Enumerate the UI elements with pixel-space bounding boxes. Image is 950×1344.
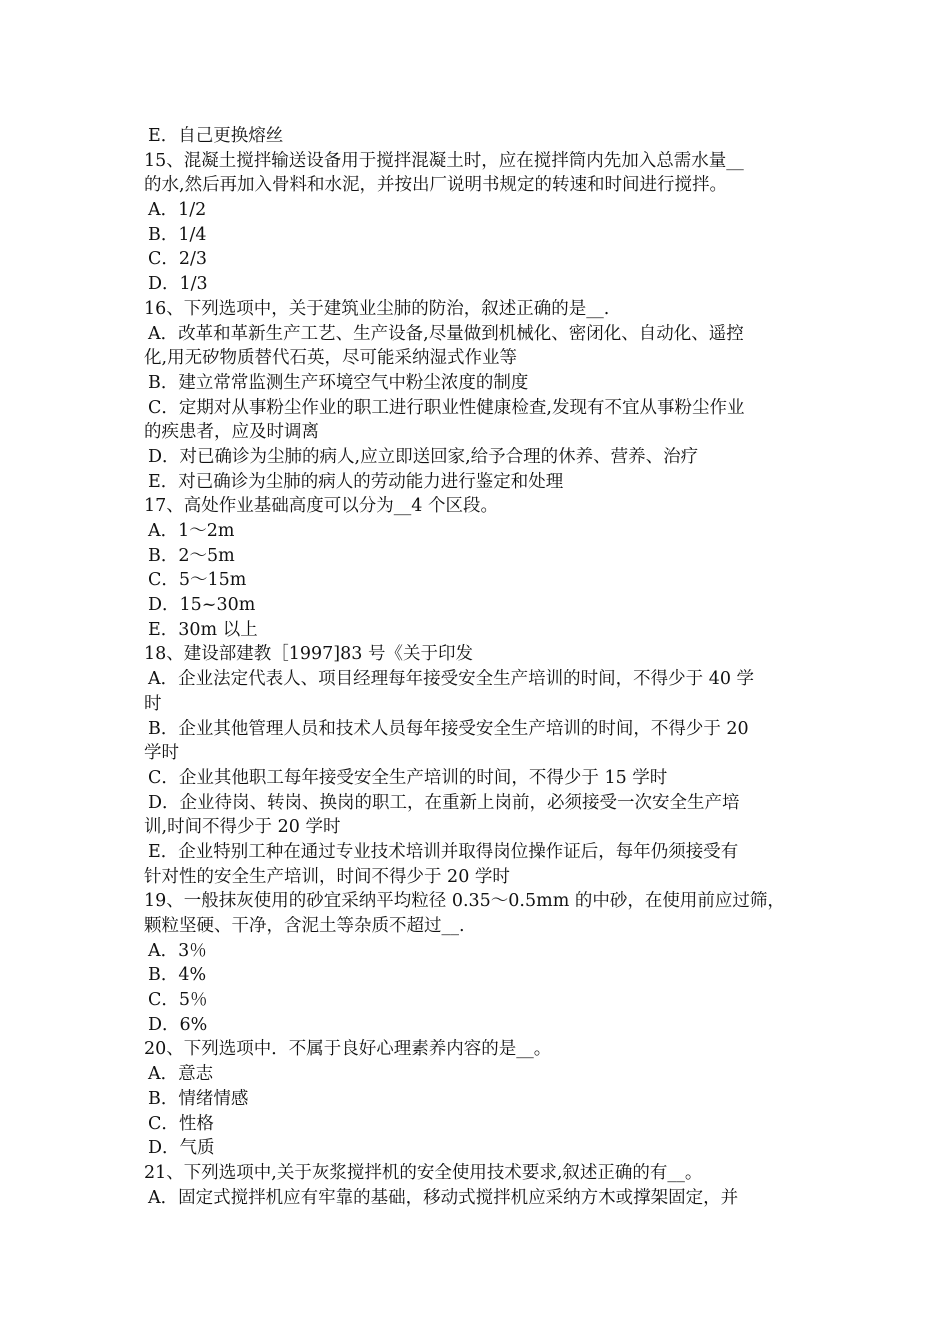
text-line: 化,用无矽物质替代石英，尽可能采纳湿式作业等 [144, 348, 518, 369]
text-line: A．1～2m [148, 521, 235, 541]
text-line: B．企业其他管理人员和技术人员每年接受安全生产培训的时间，不得少于 20 [148, 718, 749, 739]
document-body [144, 124, 824, 1210]
text-line: B．2～5m [148, 545, 235, 566]
text-line: D．气质 [148, 1138, 215, 1159]
text-line: 19、一般抹灰使用的砂宜采纳平均粒径 0.35～0.5mm 的中砂，在使用前应过筛， [144, 891, 785, 912]
text-line: 颗粒坚硬、干净，含泥土等杂质不超过__. [144, 916, 465, 936]
text-line: C．5～15m [148, 570, 247, 591]
text-line: A．3％ [148, 940, 207, 961]
text-line: A．1/2 [148, 200, 207, 221]
text-line: 20、下列选项中．不属于良好心理素养内容的是__。 [144, 1039, 552, 1060]
text-line: A．固定式搅拌机应有牢靠的基础，移动式搅拌机应采纳方木或撑架固定，并 [148, 1187, 739, 1208]
text-line: 针对性的安全生产培训，时间不得少于 20 学时 [144, 866, 510, 887]
text-line: B．情绪情感 [148, 1088, 249, 1109]
text-line: 的水,然后再加入骨料和水泥，并按出厂说明书规定的转速和时间进行搅拌。 [144, 175, 728, 196]
text-line: 17、高处作业基础高度可以分为__4 个区段。 [144, 496, 498, 517]
text-line: 15、混凝土搅拌输送设备用于搅拌混凝土时，应在搅拌筒内先加入总需水量__ [144, 150, 744, 171]
text-line: B．1/4 [148, 224, 207, 245]
text-line: D．企业待岗、转岗、换岗的职工，在重新上岗前，必须接受一次安全生产培 [148, 792, 740, 813]
text-line: E．30m 以上 [148, 619, 258, 640]
text-line: C．2/3 [148, 249, 208, 270]
text-line: B．4% [148, 965, 207, 986]
text-line: A．意志 [148, 1064, 214, 1085]
text-line: C．定期对从事粉尘作业的职工进行职业性健康检查,发现有不宜从事粉尘作业 [148, 397, 745, 418]
text-line: 训,时间不得少于 20 学时 [144, 817, 341, 838]
text-line: 21、下列选项中,关于灰浆搅拌机的安全使用技术要求,叙述正确的有__。 [144, 1162, 703, 1183]
text-line: A．改革和革新生产工艺、生产设备,尽量做到机械化、密闭化、自动化、遥控 [148, 323, 744, 344]
text-line: A．企业法定代表人、项目经理每年接受安全生产培训的时间，不得少于 40 学 [148, 669, 755, 690]
text-line: E．自己更换熔丝 [148, 126, 284, 146]
text-line: 16、下列选项中，关于建筑业尘肺的防治，叙述正确的是__. [144, 298, 610, 319]
text-line: C．5％ [148, 990, 208, 1011]
text-line: 的疾患者，应及时调离 [144, 422, 319, 443]
text-line: 学时 [144, 743, 179, 764]
text-line: E．企业特别工种在通过专业技术培训并取得岗位操作证后，每年仍须接受有 [148, 841, 739, 862]
text-line: D．15~30m [148, 595, 256, 616]
text-line: D．6% [148, 1014, 208, 1035]
text-line: 时 [144, 693, 162, 714]
text-line: B．建立常常监测生产环境空气中粉尘浓度的制度 [148, 372, 529, 393]
text-line: E．对已确诊为尘肺的病人的劳动能力进行鉴定和处理 [148, 471, 564, 492]
text-line: 18、建设部建教［1997]83 号《关于印发 [144, 644, 473, 665]
text-line: D．对已确诊为尘肺的病人,应立即送回家,给予合理的休养、营养、治疗 [148, 446, 699, 467]
text-line: C．企业其他职工每年接受安全生产培训的时间，不得少于 15 学时 [148, 767, 668, 788]
text-line: C．性格 [148, 1113, 214, 1134]
text-line: D．1/3 [148, 274, 208, 295]
